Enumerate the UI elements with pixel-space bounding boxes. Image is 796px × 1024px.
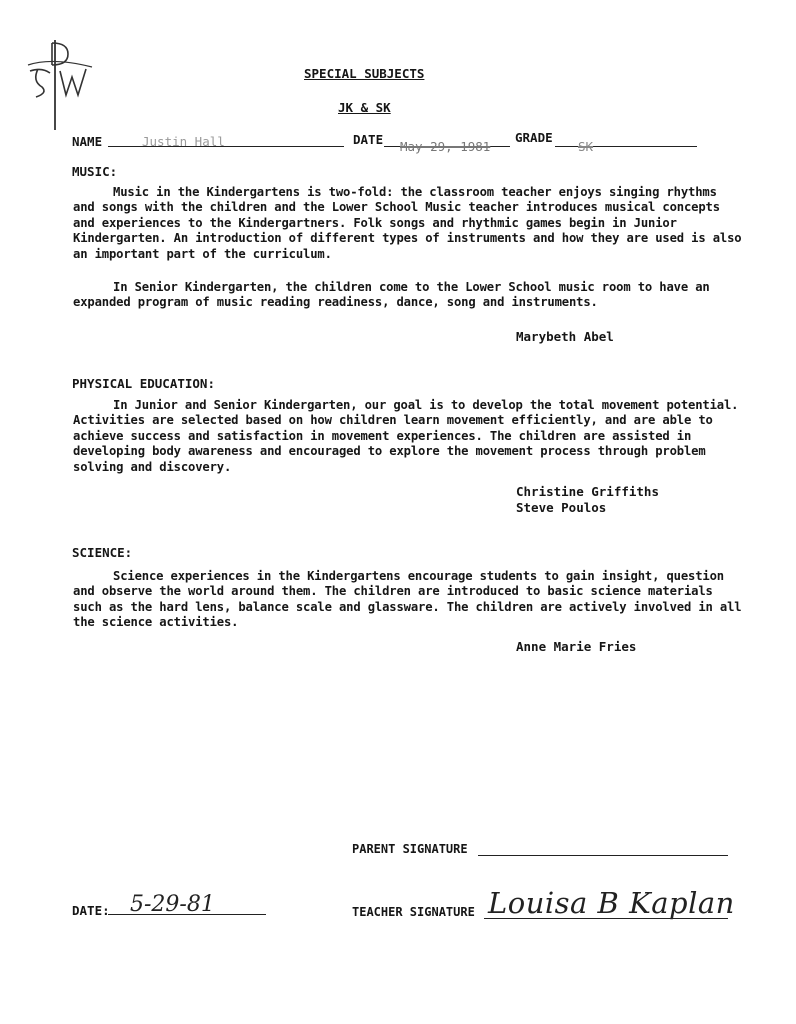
teacher-signature: Louisa B Kaplan: [488, 886, 735, 920]
science-teacher: Anne Marie Fries: [516, 639, 637, 654]
parent-signature-label: PARENT SIGNATURE: [352, 842, 468, 856]
document-title: SPECIAL SUBJECTS: [304, 66, 425, 81]
physical-education-paragraph: In Junior and Senior Kindergarten, our goal is to develop the total movement potential. Activities are selected based on how children learn movement efficiently, and are able to achieve success and satisfaction in movement experiences. The children are assisted in developing body awareness and encouraged to explore the movement process through problem solving and discovery.: [73, 398, 739, 474]
science-heading: SCIENCE:: [72, 545, 133, 560]
science-paragraph: Science experiences in the Kindergartens encourage students to gain insight, question and observe the world around them. The children are introduced to basic science materials such as the hard lens, balance scale and glassware. The children are actively involved in all the science activities.: [73, 569, 742, 630]
teacher-signature-label: TEACHER SIGNATURE: [352, 905, 475, 919]
date-value: May 29, 1981: [400, 139, 491, 154]
document-subtitle: JK & SK: [338, 100, 391, 115]
footer-date-value: 5-29-81: [130, 892, 215, 917]
pe-teacher-2: Steve Poulos: [516, 500, 607, 515]
name-value: Justin Hall: [142, 134, 225, 149]
music-paragraph-2: In Senior Kindergarten, the children come to the Lower School music room to have an expanded program of music reading readiness, dance, song and instruments.: [73, 280, 710, 310]
date-label: DATE: [353, 132, 384, 147]
name-label: NAME: [72, 134, 103, 149]
school-monogram-logo: [22, 35, 100, 135]
physical-education-heading: PHYSICAL EDUCATION:: [72, 376, 215, 391]
pe-teacher-1: Christine Griffiths: [516, 484, 659, 499]
grade-value: SK: [578, 139, 594, 154]
grade-label: GRADE: [515, 130, 553, 145]
music-heading: MUSIC:: [72, 164, 118, 179]
music-teacher: Marybeth Abel: [516, 329, 614, 344]
grade-underline: [555, 146, 697, 147]
footer-date-label: DATE:: [72, 903, 110, 918]
music-paragraph-1: Music in the Kindergartens is two-fold: the classroom teacher enjoys singing rhythms and songs with the children and the Lower School Music teacher introduces musical concepts and experiences to the Kindergartners. Folk songs and rhythmic games begin in Junior Kindergarten. An introduction of different types of instruments and how they are used is also an important part of the curriculum.: [73, 185, 742, 261]
parent-signature-line[interactable]: [478, 855, 728, 856]
